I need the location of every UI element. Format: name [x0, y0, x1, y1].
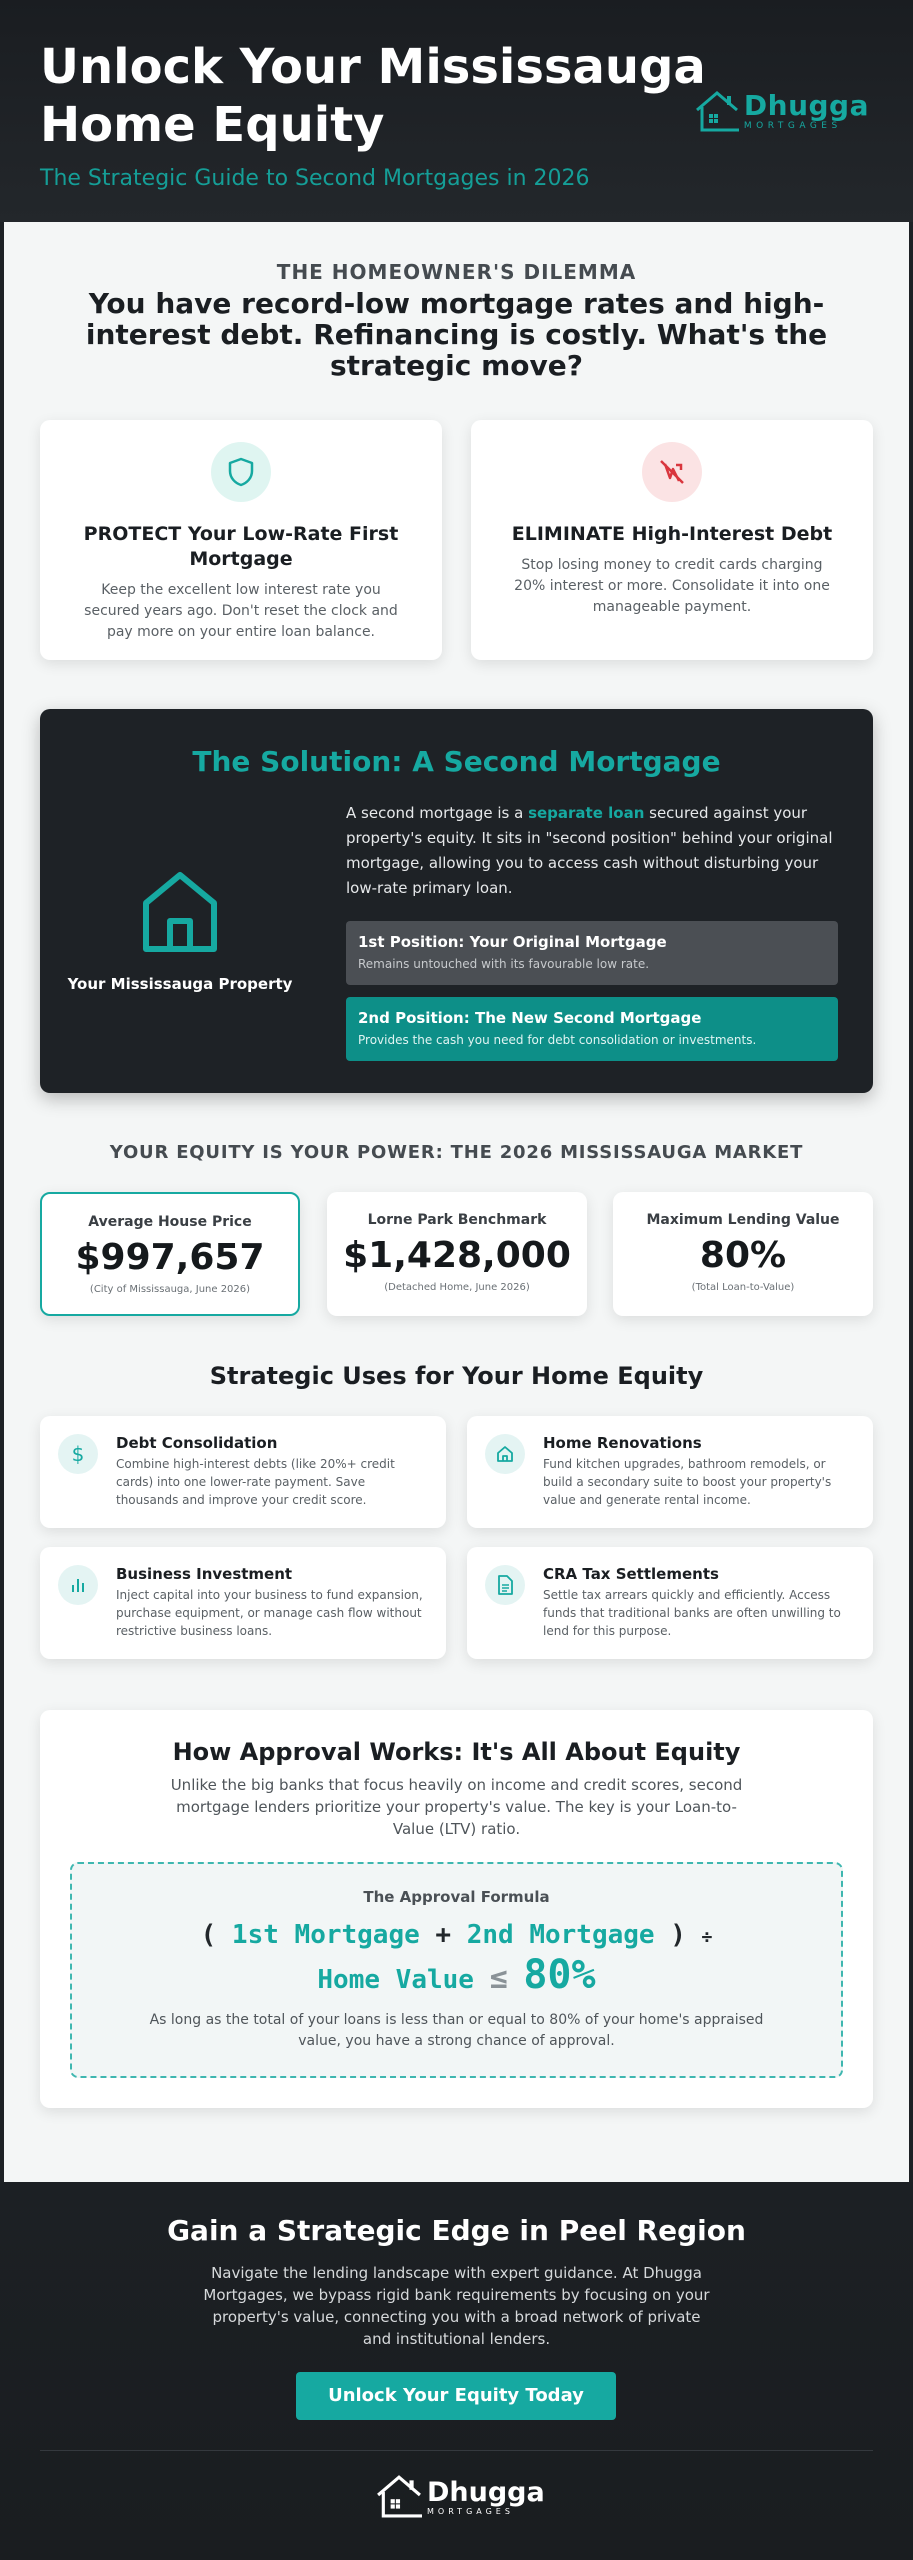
stat-value: $997,657: [75, 1237, 265, 1278]
formula-le: ≤: [489, 1961, 508, 1996]
formula-plus: +: [435, 1920, 452, 1950]
footer-title: Gain a Strategic Edge in Peel Region: [167, 2214, 746, 2247]
unlock-equity-button[interactable]: Unlock Your Equity Today: [296, 2372, 616, 2420]
use-business-investment: [40, 1547, 446, 1659]
use-title: CRA Tax Settlements: [543, 1565, 719, 1583]
dollar-icon: [58, 1434, 98, 1474]
protect-title: PROTECT Your Low-Rate First Mortgage: [83, 523, 399, 570]
document-icon: [485, 1565, 525, 1605]
svg-text:$: $: [71, 1442, 85, 1466]
approval-formula-box: [70, 1862, 843, 2078]
solution-panel: [40, 709, 873, 1093]
use-title: Home Renovations: [543, 1434, 702, 1452]
home-icon: [485, 1434, 525, 1474]
use-text: Fund kitchen upgrades, bathroom remodels, or build a secondary suite to boost your property's value and generate rental income.: [543, 1457, 832, 1507]
stat-label: Maximum Lending Value: [646, 1212, 840, 1228]
use-debt-consolidation: [40, 1416, 446, 1528]
use-cra-tax: [467, 1547, 873, 1659]
equity-kicker: YOUR EQUITY IS YOUR POWER: THE 2026 MISSISSAUGA MARKET: [109, 1142, 804, 1163]
approval-title: How Approval Works: It's All About Equity: [172, 1738, 741, 1766]
formula-close-paren: ): [670, 1920, 686, 1950]
use-title: Business Investment: [116, 1565, 293, 1583]
protect-card: [40, 420, 442, 660]
first-position-text: Remains untouched with its favourable low rate.: [358, 957, 650, 971]
stat-label: Average House Price: [88, 1214, 252, 1230]
desc-after: secured against your property's equity. It sits in "second position" behind your original mortgage, allowing you to access cash without disturbing your low-rate primary loan.: [346, 804, 833, 897]
footer-logo[interactable]: [374, 2472, 545, 2518]
protect-icon-circle: [211, 442, 271, 502]
footer-divider: [40, 2450, 873, 2451]
eliminate-card: [471, 420, 873, 660]
second-position-text: Provides the cash you need for debt consolidation or investments.: [358, 1033, 757, 1047]
solution-title: The Solution: A Second Mortgage: [192, 745, 721, 778]
formula-open-paren: (: [200, 1920, 217, 1950]
dilemma-kicker: THE HOMEOWNER'S DILEMMA: [276, 260, 637, 284]
second-position-title: 2nd Position: The New Second Mortgage: [358, 1009, 702, 1027]
formula-divide: ÷: [701, 1927, 713, 1948]
desc-highlight: separate loan: [528, 804, 645, 822]
footer-logo-tagline: MORTGAGES: [427, 2507, 514, 2516]
hero-header: [0, 0, 913, 222]
eliminate-title: ELIMINATE High-Interest Debt: [511, 523, 833, 545]
approval-section: [40, 1710, 873, 2108]
stat-note: (Detached Home, June 2026): [384, 1282, 530, 1293]
footer: [0, 2182, 913, 2560]
property-label: Your Mississauga Property: [67, 975, 293, 993]
formula-line-1: [72, 1920, 841, 1950]
stat-note: (City of Mississauga, June 2026): [89, 1284, 251, 1295]
use-home-renovations: [467, 1416, 873, 1528]
approval-description: Unlike the big banks that focus heavily on income and credit scores, second mortgage lenders prioritize your property's value. The key is your Loan-to-Value (LTV) ratio.: [170, 1776, 743, 1838]
formula-term-home-value: Home Value: [317, 1965, 474, 1995]
use-title: Debt Consolidation: [116, 1434, 278, 1452]
footer-logo-brand: Dhugga: [427, 2477, 545, 2508]
header-logo[interactable]: [694, 88, 869, 132]
solution-details: [346, 801, 838, 1061]
eliminate-icon-circle: [642, 442, 702, 502]
shield-icon: [227, 457, 255, 487]
desc-before: A second mortgage is a: [346, 804, 529, 822]
first-position-box: [346, 921, 838, 985]
stat-label: Lorne Park Benchmark: [367, 1212, 547, 1228]
stat-value: 80%: [699, 1235, 787, 1276]
solution-description: [346, 801, 838, 901]
formula-line-2: [72, 1952, 841, 1998]
footer-description: Navigate the lending landscape with expert guidance. At Dhugga Mortgages, we bypass rigid bank requirements by focusing on your property's value, connecting you with a broad network of private and institutional lenders.: [203, 2264, 710, 2348]
bar-chart-icon: [58, 1565, 98, 1605]
stat-value: $1,428,000: [343, 1235, 571, 1276]
formula-term-1st: 1st Mortgage: [231, 1920, 420, 1950]
logo-brand: Dhugga: [743, 89, 869, 122]
formula-note: As long as the total of your loans is less than or equal to 80% of your home's appraised value, you have a strong chance of approval.: [149, 2012, 764, 2049]
formula-term-2nd: 2nd Mortgage: [466, 1920, 655, 1950]
formula-title: The Approval Formula: [363, 1888, 550, 1906]
stat-average-price: [40, 1192, 300, 1316]
first-position-title: 1st Position: Your Original Mortgage: [358, 933, 667, 951]
eliminate-text: Stop losing money to credit cards charging 20% interest or more. Consolidate it into one manageable payment.: [514, 557, 830, 615]
house-logo-icon: [374, 2472, 424, 2518]
formula-limit: 80%: [523, 1952, 596, 1998]
page-title: Unlock Your Mississauga Home Equity: [40, 39, 706, 153]
logo-tagline: MORTGAGES: [743, 121, 842, 131]
page-subtitle: The Strategic Guide to Second Mortgages in 2026: [40, 166, 590, 191]
property-illustration: [60, 869, 300, 993]
use-text: Combine high-interest debts (like 20%+ credit cards) into one lower-rate payment. Save thousands and improve your credit score.: [116, 1457, 395, 1507]
stat-max-lending: [613, 1192, 873, 1316]
main-content: [4, 222, 909, 2182]
use-text: Inject capital into your business to fund expansion, purchase equipment, or manage cash flow without restrictive business loans.: [116, 1588, 423, 1638]
uses-title: Strategic Uses for Your Home Equity: [209, 1362, 704, 1390]
house-logo-icon: [694, 88, 740, 132]
dilemma-title: You have record-low mortgage rates and high-interest debt. Refinancing is costly. What's the strategic move?: [85, 287, 828, 382]
stat-note: (Total Loan-to-Value): [691, 1282, 795, 1293]
second-position-box: [346, 997, 838, 1061]
home-icon: [140, 869, 220, 953]
no-debt-icon: [656, 456, 688, 488]
use-text: Settle tax arrears quickly and efficiently. Access funds that traditional banks are often unwilling to lend for this purpose.: [543, 1588, 841, 1638]
protect-text: Keep the excellent low interest rate you secured years ago. Don't reset the clock and pay more on your entire loan balance.: [84, 582, 398, 640]
stat-lorne-park: [327, 1192, 587, 1316]
